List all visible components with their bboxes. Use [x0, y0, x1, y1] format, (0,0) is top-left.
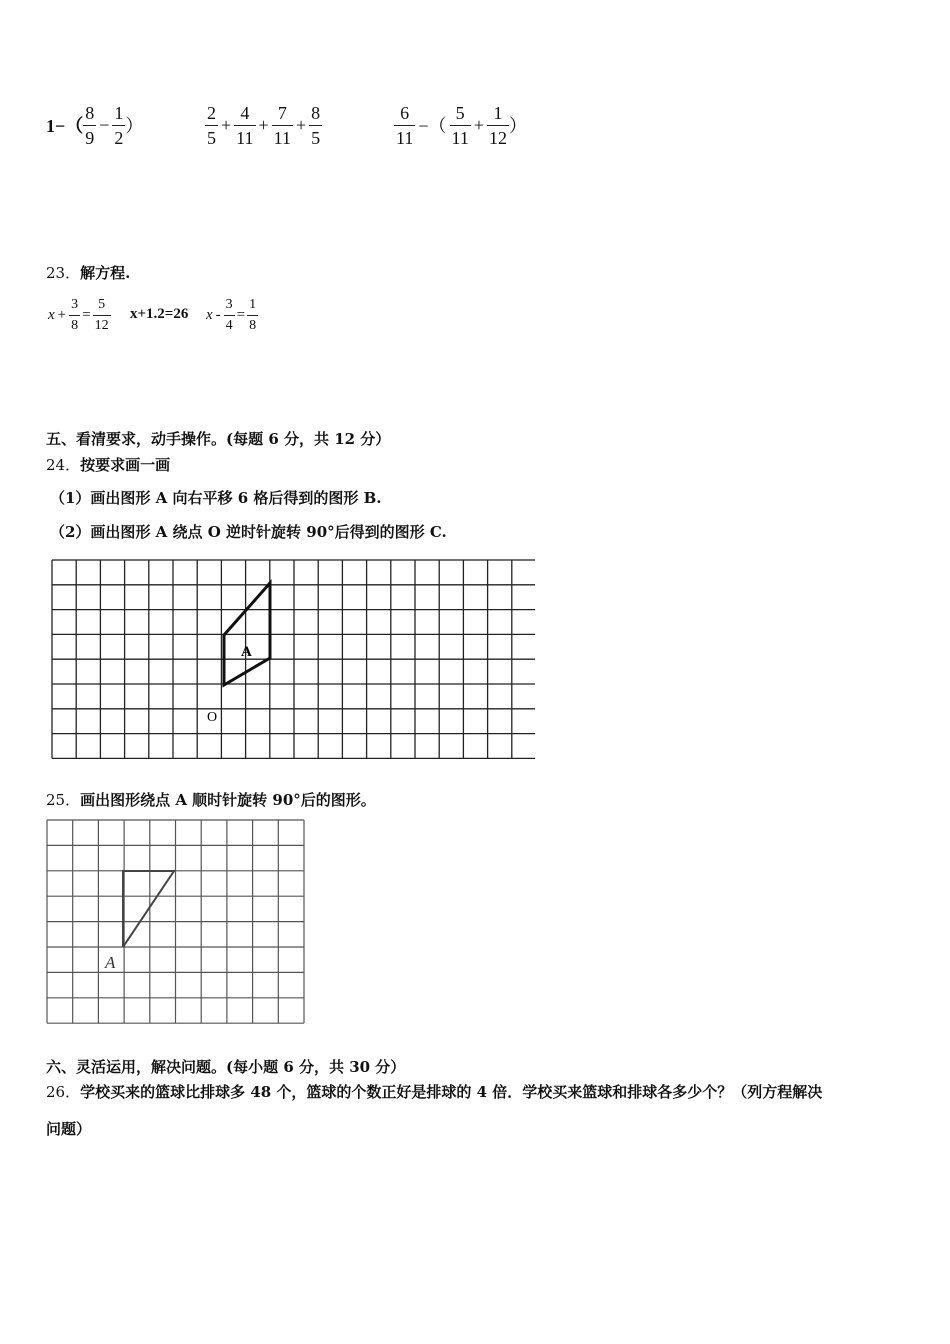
minus-paren: −（ [418, 116, 447, 136]
calc-expression-3 [394, 100, 527, 150]
equation-1: x + $\frac{3}{8}$ = $\frac{5}{12}$ [48, 296, 109, 333]
question-26-line-1: 26．学校买来的篮球比排球多 48 个，篮球的个数正好是排球的 4 倍．学校买来篮球和排球各多少个？（列方程解决 [46, 1083, 823, 1101]
fraction: $\frac{3}{8}$ [71, 296, 79, 333]
plus-sign: + [221, 114, 232, 135]
grid-lines [52, 560, 535, 758]
close-paren: ） [125, 116, 144, 136]
calc-1-lead: 1−（ [46, 116, 84, 136]
question-24-title: 24．按要求画一画 [46, 456, 171, 474]
question-26-line-2: 问题） [46, 1120, 92, 1138]
fraction: $\frac{4}{11}$ [236, 102, 254, 148]
minus-sign: − [99, 114, 110, 135]
fraction: $\frac{6}{11}$ [396, 102, 414, 148]
grid-lines [47, 820, 304, 1023]
plus-sign: + [296, 114, 307, 135]
question-24-part-2: （2）画出图形 A 绕点 O 逆时针旋转 90°后得到的图形 C. [50, 523, 447, 541]
question-24-part-1: （1）画出图形 A 向右平移 6 格后得到的图形 B. [50, 489, 382, 507]
section-5-heading: 五、看清要求，动手操作。(每题 6 分，共 12 分） [46, 430, 391, 448]
question-24-grid [50, 558, 535, 760]
fraction: $\frac{1}{8}$ [249, 296, 257, 333]
question-23-title: 23．解方程. [46, 264, 131, 282]
close-paren: ） [509, 116, 527, 136]
fraction: $\frac{5}{11}$ [451, 102, 469, 148]
fraction: $\frac{3}{4}$ [225, 296, 233, 333]
fraction: $\frac{1}{2}$ [114, 102, 124, 148]
fraction: $\frac{1}{12}$ [489, 102, 507, 148]
label-o: O [207, 710, 218, 725]
equation-2: x+1.2=26 [130, 306, 189, 322]
fraction: $\frac{2}{5}$ [207, 102, 216, 148]
calc-expression-2 [205, 100, 322, 150]
question-25-grid [45, 818, 307, 1028]
plus-sign: + [473, 114, 484, 135]
figure-triangle [123, 871, 174, 947]
fraction: $\frac{7}{11}$ [273, 102, 291, 148]
label-a: A [241, 644, 252, 660]
label-a: A [105, 953, 116, 972]
plus-sign: + [258, 114, 269, 135]
fraction: $\frac{5}{12}$ [94, 296, 109, 333]
fraction: $\frac{8}{9}$ [85, 102, 95, 148]
question-25-title: 25．画出图形绕点 A 顺时针旋转 90°后的图形。 [46, 791, 376, 809]
equation-3: x - $\frac{3}{4}$ = $\frac{1}{8}$ [206, 296, 257, 333]
calc-expression-1 [46, 100, 143, 150]
fraction: $\frac{8}{5}$ [311, 102, 321, 148]
section-6-heading: 六、灵活运用，解决问题。(每小题 6 分，共 30 分） [46, 1058, 406, 1076]
